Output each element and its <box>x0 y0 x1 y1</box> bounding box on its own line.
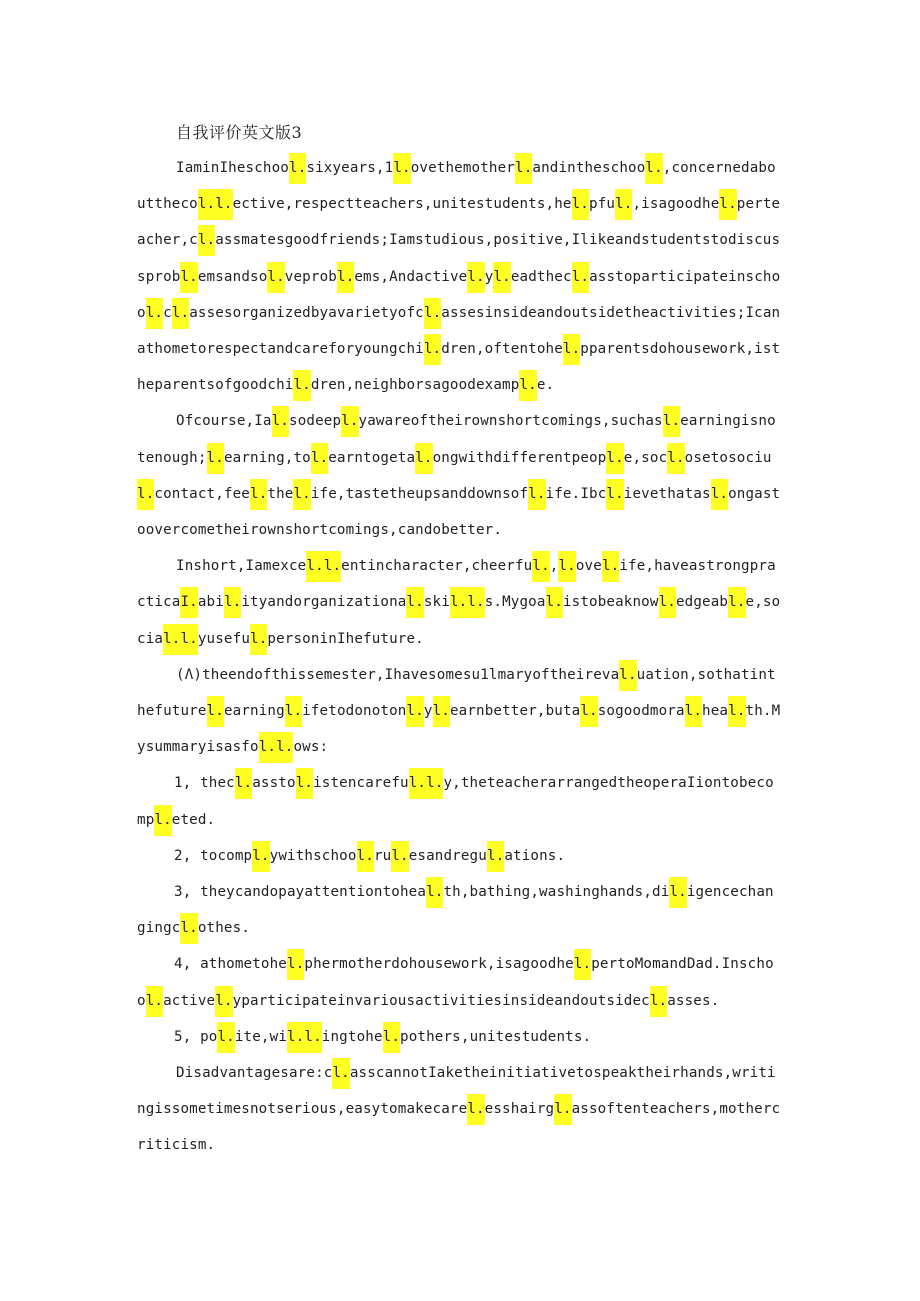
highlight-mark: l. <box>332 1058 349 1089</box>
list-item-2: 2, tocompl.ywithschool.rul.esandregul.ations. <box>137 838 782 874</box>
highlight-mark: l. <box>235 768 252 799</box>
highlight-mark: l. <box>493 262 510 293</box>
highlight-mark: l. <box>215 986 232 1017</box>
highlight-mark: l. <box>663 406 680 437</box>
highlight-mark: l. <box>341 406 358 437</box>
highlight-mark: l. <box>217 1022 234 1053</box>
highlight-mark: l. <box>685 696 702 727</box>
highlight-mark: l. <box>659 587 676 618</box>
highlight-mark: l. <box>580 696 597 727</box>
highlight-mark: l.l. <box>450 587 485 618</box>
highlight-mark: l. <box>406 696 423 727</box>
highlight-mark: l.l. <box>163 624 198 655</box>
highlight-mark: l. <box>406 587 423 618</box>
highlight-mark: l. <box>650 986 667 1017</box>
highlight-mark: l. <box>606 479 623 510</box>
paragraph-disadvantages: Disadvantagesare:cl.asscannotIaketheinitiativetospeaktheirhands,writingissometimesnotserious,easytomakecarel.esshairgl.assoftenteachers,mothercriticism. <box>137 1055 782 1164</box>
highlight-mark: l. <box>383 1022 400 1053</box>
highlight-mark: l. <box>619 660 636 691</box>
highlight-mark: l.l. <box>198 189 233 220</box>
document-body <box>137 150 782 1164</box>
paragraph-intro: IaminIheschool.sixyears,1l.ovethemotherl.andintheschool.,concernedaboutthecol.l.ective,respectteachers,unitestudents,hel.pful.,isagoodhel.perteacher,cl.assmatesgoodfriends;Iamstudious,positive,Ilikeandstudentstodiscussprobl.emsandsol.veprobl.ems,Andactivel.yl.eadthecl.asstoparticipateinschool.cl.assesorganizedbyavarietyofcl.assesinsideandoutsidetheactivities;Icanathometorespectandcareforyoungchil.dren,oftentohel.pparentsdohousework,istheparentsofgoodchil.dren,neighborsagoodexampl.e. <box>137 150 782 403</box>
highlight-mark: l. <box>289 153 306 184</box>
highlight-mark: l. <box>391 841 408 872</box>
highlight-mark: l. <box>393 153 410 184</box>
highlight-mark: l. <box>311 443 328 474</box>
highlight-mark: l. <box>250 479 267 510</box>
highlight-mark: l. <box>563 334 580 365</box>
highlight-mark: l. <box>602 551 619 582</box>
highlight-mark: l. <box>250 624 267 655</box>
highlight-mark: l. <box>606 443 623 474</box>
highlight-mark: l. <box>180 262 197 293</box>
highlight-mark: l. <box>424 334 441 365</box>
highlight-mark: l. <box>667 443 684 474</box>
list-item-5: 5, pol.ite,wil.l.ingtohel.pothers,unitestudents. <box>137 1019 782 1055</box>
highlight-mark: l. <box>487 841 504 872</box>
highlight-mark: l. <box>154 805 171 836</box>
list-item-3: 3, theycandopayattentiontoheal.th,bathing,washinghands,dil.igencechangingcl.othes. <box>137 874 782 946</box>
highlight-mark: l.l. <box>259 732 294 763</box>
highlight-mark: l. <box>180 913 197 944</box>
highlight-mark: l. <box>207 443 224 474</box>
paragraph-semester-summary: (Λ)theendofthissemester,Ihavesomesu1lmaryoftheireval.uation,sothatinthefuturel.earningl.ifetodonotonl.yl.earnbetter,butal.sogoodmoral.heal.th.Mysummaryisasfol.l.ows: <box>137 657 782 766</box>
highlight-mark: l. <box>554 1094 571 1125</box>
highlight-mark: l. <box>558 551 575 582</box>
highlight-mark: l. <box>337 262 354 293</box>
highlight-mark: l. <box>296 768 313 799</box>
highlight-mark: l. <box>224 587 241 618</box>
paragraph-shortcomings: Ofcourse,Ial.sodeepl.yawareoftheirownshortcomings,suchasl.earningisnotenough;l.earning,tol.earntogetal.ongwithdifferentpeopl.e,socl.osetosociul.contact,feel.thel.ife,tastetheupsanddownsofl.ife.Ibcl.ievethatasl.ongastoovercometheirownshortcomings,candobetter. <box>137 403 782 548</box>
document-title: 自我评价英文版3 <box>176 123 303 142</box>
highlight-mark: l. <box>293 479 310 510</box>
highlight-mark: l. <box>728 696 745 727</box>
list-item-4: 4, athometohel.phermotherdohousework,isagoodhel.pertoMomandDad.Inschool.activel.yparticipateinvariousactivitiesinsideandoutsidecl.asses. <box>137 946 782 1018</box>
highlight-mark: l. <box>424 298 441 329</box>
highlight-mark: l. <box>546 587 563 618</box>
highlight-mark: l. <box>532 551 549 582</box>
highlight-mark: l. <box>711 479 728 510</box>
highlight-mark: l. <box>433 696 450 727</box>
highlight-mark: l. <box>137 479 154 510</box>
highlight-mark: l. <box>172 298 189 329</box>
highlight-mark: l. <box>669 877 686 908</box>
highlight-mark: l. <box>252 841 269 872</box>
highlight-mark: l. <box>293 370 310 401</box>
highlight-mark: l.l. <box>409 768 444 799</box>
highlight-mark: l.l. <box>306 551 341 582</box>
highlight-mark: l. <box>272 406 289 437</box>
highlight-mark: l. <box>515 153 532 184</box>
paragraph-summary-short: Inshort,Iamexcel.l.entincharacter,cheerful.,l.ovel.ife,haveastrongpracticaI.abil.ityandorganizational.skil.l.s.Mygoal.istobeaknowl.edgeabl.e,social.l.yuseful.personinIhefuture. <box>137 548 782 657</box>
highlight-mark: l. <box>519 370 536 401</box>
highlight-mark: l.l. <box>287 1022 322 1053</box>
highlight-mark: l. <box>719 189 736 220</box>
highlight-mark: l. <box>357 841 374 872</box>
highlight-mark: l. <box>146 986 163 1017</box>
highlight-mark: l. <box>572 189 589 220</box>
highlight-mark: l. <box>615 189 632 220</box>
highlight-mark: l. <box>572 262 589 293</box>
highlight-mark: l. <box>198 225 215 256</box>
highlight-mark: l. <box>467 1094 484 1125</box>
highlight-mark: l. <box>728 587 745 618</box>
highlight-mark: l. <box>415 443 432 474</box>
highlight-mark: l. <box>426 877 443 908</box>
highlight-mark: I. <box>180 587 197 618</box>
highlight-mark: l. <box>574 949 591 980</box>
highlight-mark: l. <box>267 262 284 293</box>
highlight-mark: l. <box>287 949 304 980</box>
highlight-mark: l. <box>146 298 163 329</box>
highlight-mark: l. <box>467 262 484 293</box>
highlight-mark: l. <box>207 696 224 727</box>
highlight-mark: l. <box>645 153 662 184</box>
highlight-mark: l. <box>528 479 545 510</box>
list-item-1: 1, thecl.asstol.istencareful.l.y,theteacherarrangedtheoperaIiontobecompl.eted. <box>137 765 782 837</box>
highlight-mark: l. <box>285 696 302 727</box>
